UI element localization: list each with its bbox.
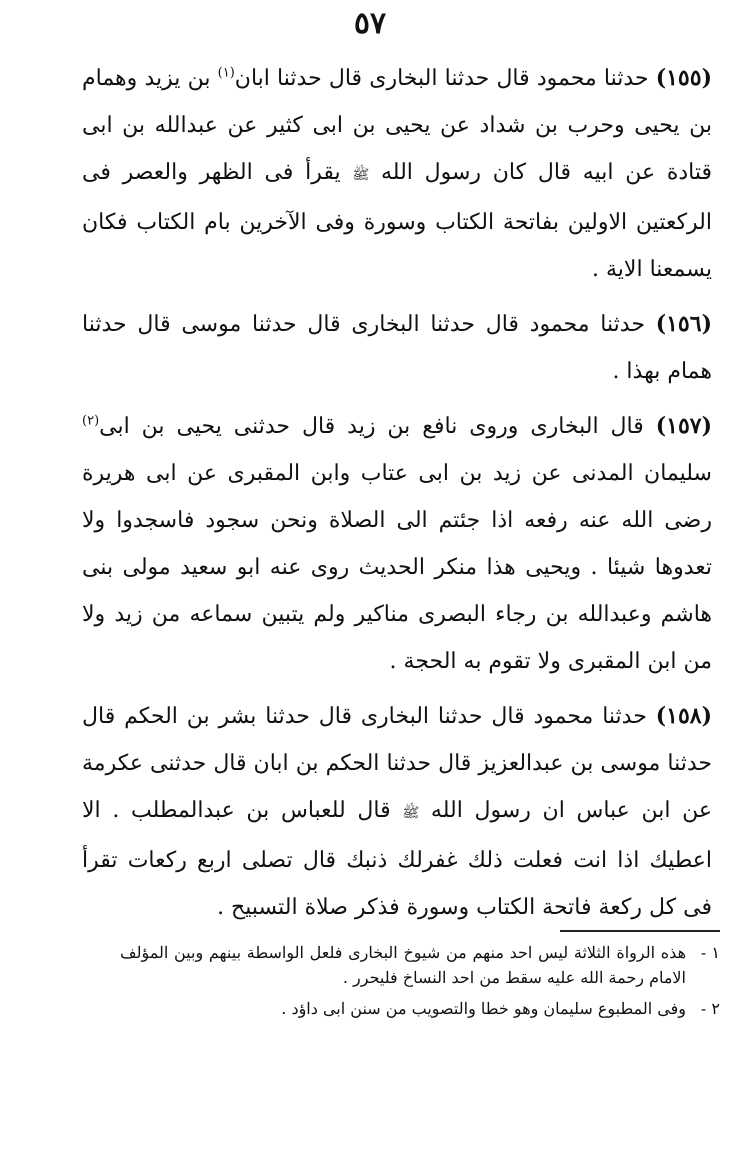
- salutation-glyph: ﷺ: [352, 167, 370, 183]
- hadith-text: يقرأ فى الظهر والعصر فى الركعتين الاولين بفاتحة الكتاب وسورة وفى الآخرين بام الكتاب فكان يسمعنا الاية .: [82, 160, 712, 282]
- hadith-paragraph-155: [82, 55, 712, 293]
- hadith-text: قال للعباس بن عبدالمطلب . الا اعطيك اذا انت فعلت ذلك غفرلك ذنبك قال تصلى اربع ركعات تقرأ فى كل ركعة فاتحة الكتاب وسورة فذكر صلاة التسبيح .: [82, 798, 712, 920]
- hadith-text: حدثنا محمود قال حدثنا البخارى قال حدثنا موسى قال حدثنا همام بهذا .: [82, 312, 712, 384]
- hadith-text: قال البخارى وروى نافع بن زيد قال حدثنى يحيى بن ابى: [99, 414, 644, 439]
- hadith-number: (١٥٥): [655, 65, 712, 91]
- footnotes: [120, 940, 720, 1027]
- hadith-text: حدثنا محمود قال حدثنا البخارى قال حدثنا ابان: [234, 66, 649, 91]
- footnote-2: [120, 996, 720, 1021]
- hadith-body: [82, 55, 712, 939]
- salutation-glyph: ﷺ: [402, 805, 420, 821]
- footnote-reference: (٢): [82, 413, 100, 429]
- hadith-text: سليمان المدنى عن زيد بن ابى عتاب وابن المقبرى عن ابى هريرة رضى الله عنه رفعه اذا جئتم الى الصلاة ونحن سجود فاسجدوا ولا تعدوها شيئا . ويحيى هذا منكر الحديث روى عنه ابو سعيد مولى بنى هاشم وعبدالله بن رجاء البصرى مناكير ولم يتبين سماعه من زيد ولا من ابن المقبرى ولا تقوم به الحجة .: [82, 461, 712, 674]
- hadith-number: (١٥٨): [655, 703, 712, 729]
- hadith-text: حدثنا محمود قال حدثنا البخارى قال حدثنا بشر بن الحكم قال حدثنا موسى بن عبدالعزيز قال حدثنا الحكم بن ابان قال حدثنى عكرمة عن ابن عباس ان رسول الله: [82, 704, 712, 823]
- footnote-divider: [560, 930, 720, 932]
- footnote-reference: (١): [217, 65, 235, 81]
- hadith-paragraph-157: [82, 403, 712, 685]
- hadith-number: (١٥٧): [655, 413, 712, 439]
- footnote-text: هذه الرواة الثلاثة ليس احد منهم من شيوخ البخارى فلعل الواسطة بينهم وبين المؤلف الامام رحمة الله عليه سقط من احد النساخ فليحرر .: [120, 943, 687, 987]
- page-number: ٥٧: [353, 6, 387, 41]
- hadith-paragraph-158: [82, 693, 712, 931]
- footnote-text: وفى المطبوع سليمان وهو خطا والتصويب من سنن ابى داؤد .: [281, 999, 686, 1018]
- hadith-number: (١٥٦): [655, 311, 712, 337]
- footnote-number: ٢ -: [700, 999, 720, 1018]
- hadith-paragraph-156: [82, 301, 712, 395]
- hadith-text: بن يزيد وهمام بن يحيى وحرب بن شداد عن يحيى بن ابى كثير عن عبدالله بن ابى قتادة عن ابيه قال كان رسول الله: [82, 66, 712, 185]
- footnote-number: ١ -: [700, 943, 720, 962]
- footnote-1: [120, 940, 720, 990]
